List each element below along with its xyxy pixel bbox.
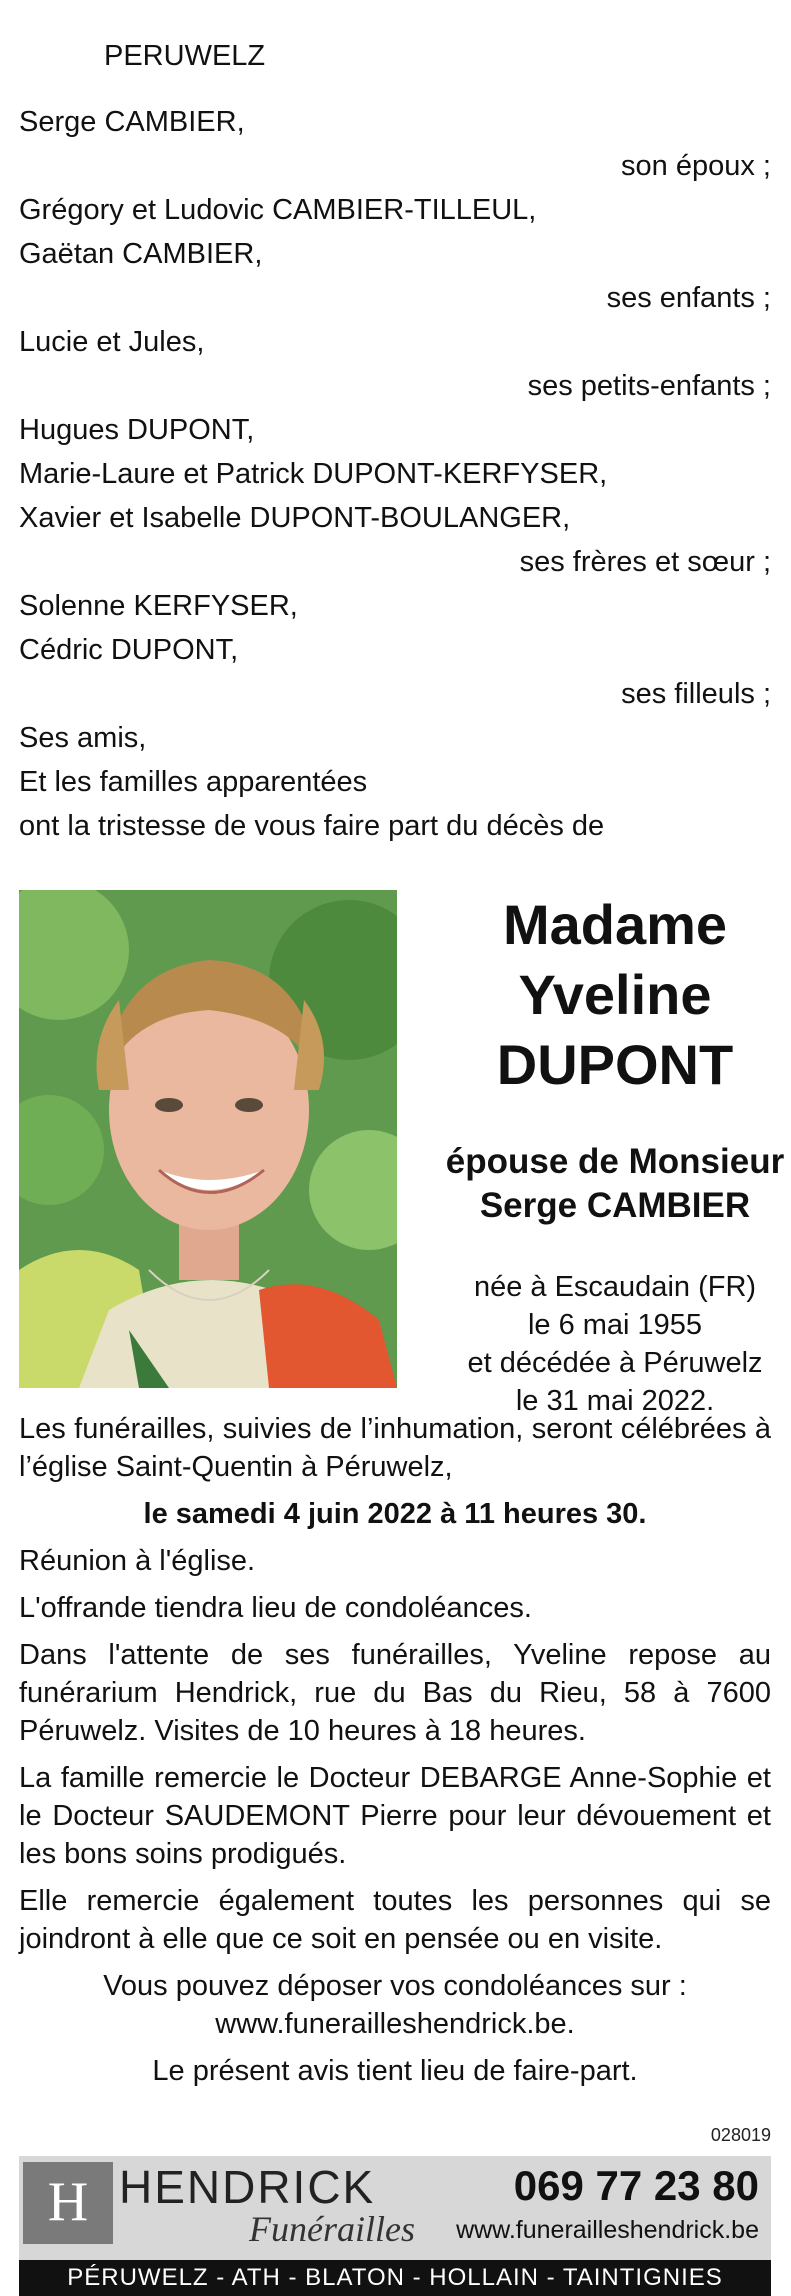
thanks-all-paragraph: Elle remercie également toutes les personnes qui se joindront à elle que ce soit en pensée ou en visite. bbox=[19, 1885, 771, 1955]
family-relation: son époux ; bbox=[621, 150, 771, 182]
spouse-info bbox=[429, 1140, 791, 1228]
family-line: Marie-Laure et Patrick DUPONT-KERFYSER, bbox=[19, 458, 608, 490]
location-heading: PERUWELZ bbox=[104, 40, 266, 72]
deceased-last-name: DUPONT bbox=[496, 1033, 734, 1096]
family-line: Ses amis, bbox=[19, 722, 147, 754]
funeral-home-banner bbox=[19, 2156, 771, 2296]
condolences-block bbox=[19, 1967, 771, 2043]
condolences-website: www.funerailleshendrick.be. bbox=[215, 2008, 575, 2040]
deceased-details bbox=[429, 890, 791, 1420]
family-line: Solenne KERFYSER, bbox=[19, 590, 298, 622]
funeral-home-name: HENDRICK bbox=[119, 2161, 376, 2213]
reference-number: 028019 bbox=[710, 2125, 771, 2145]
notice-paragraph: Le présent avis tient lieu de faire-part. bbox=[152, 2055, 638, 2087]
funeral-home-locations: PÉRUWELZ - ATH - BLATON - HOLLAIN - TAINTIGNIES bbox=[19, 2260, 771, 2296]
family-line: Et les familles apparentées bbox=[19, 766, 368, 798]
funeral-home-website: www.funerailleshendrick.be bbox=[456, 2216, 759, 2244]
family-line: Lucie et Jules, bbox=[19, 326, 205, 358]
funeral-details bbox=[19, 1410, 771, 2099]
deceased-first-name: Yveline bbox=[518, 963, 712, 1026]
funeral-date: le samedi 4 juin 2022 à 11 heures 30. bbox=[143, 1498, 647, 1530]
deceased-portrait bbox=[19, 890, 397, 1388]
offering-paragraph: L'offrande tiendra lieu de condoléances. bbox=[19, 1592, 532, 1624]
family-line: Hugues DUPONT, bbox=[19, 414, 255, 446]
thanks-doctors-paragraph: La famille remercie le Docteur DEBARGE Anne-Sophie et le Docteur SAUDEMONT Pierre pour leur dévouement et les bons soins prodigués. bbox=[19, 1762, 771, 1870]
logo-letter: H bbox=[47, 2171, 89, 2233]
family-relation: ses filleuls ; bbox=[621, 678, 771, 710]
announcement-line: ont la tristesse de vous faire part du décès de bbox=[19, 810, 605, 842]
funeral-home-phone: 069 77 23 80 bbox=[513, 2162, 759, 2209]
deceased-title: Madame bbox=[502, 893, 728, 956]
funeral-home-tagline: Funérailles bbox=[249, 2209, 415, 2249]
family-line: Cédric DUPONT, bbox=[19, 634, 239, 666]
family-relation: ses petits-enfants ; bbox=[527, 370, 771, 402]
family-relation: ses frères et sœur ; bbox=[519, 546, 771, 578]
death-place: et décédée à Péruwelz bbox=[467, 1347, 763, 1379]
family-line: Serge CAMBIER, bbox=[19, 106, 245, 138]
spouse-name: Serge CAMBIER bbox=[479, 1186, 751, 1225]
life-dates bbox=[429, 1268, 791, 1420]
condolences-text: Vous pouvez déposer vos condoléances sur : bbox=[103, 1970, 687, 2002]
family-line: Xavier et Isabelle DUPONT-BOULANGER, bbox=[19, 502, 571, 534]
birth-date: le 6 mai 1955 bbox=[527, 1309, 703, 1341]
family-line: Grégory et Ludovic CAMBIER-TILLEUL, bbox=[19, 194, 537, 226]
family-line: Gaëtan CAMBIER, bbox=[19, 238, 263, 270]
funeral-paragraph: Les funérailles, suivies de l’inhumation, seront célébrées à l’église Saint-Quentin à Péruwelz, bbox=[19, 1413, 771, 1483]
meeting-paragraph: Réunion à l'église. bbox=[19, 1545, 256, 1577]
deceased-section bbox=[19, 890, 785, 1417]
family-relation: ses enfants ; bbox=[606, 282, 771, 314]
death-date: le 31 mai 2022. bbox=[515, 1385, 715, 1417]
family-list bbox=[19, 100, 771, 848]
funeral-home-logo bbox=[23, 2162, 113, 2244]
spouse-line: épouse de Monsieur bbox=[445, 1142, 785, 1181]
birth-place: née à Escaudain (FR) bbox=[473, 1271, 757, 1303]
rest-paragraph: Dans l'attente de ses funérailles, Yveline repose au funérarium Hendrick, rue du Bas du Rieu, 58 à 7600 Péruwelz. Visites de 10 heures à 18 heures. bbox=[19, 1639, 771, 1747]
